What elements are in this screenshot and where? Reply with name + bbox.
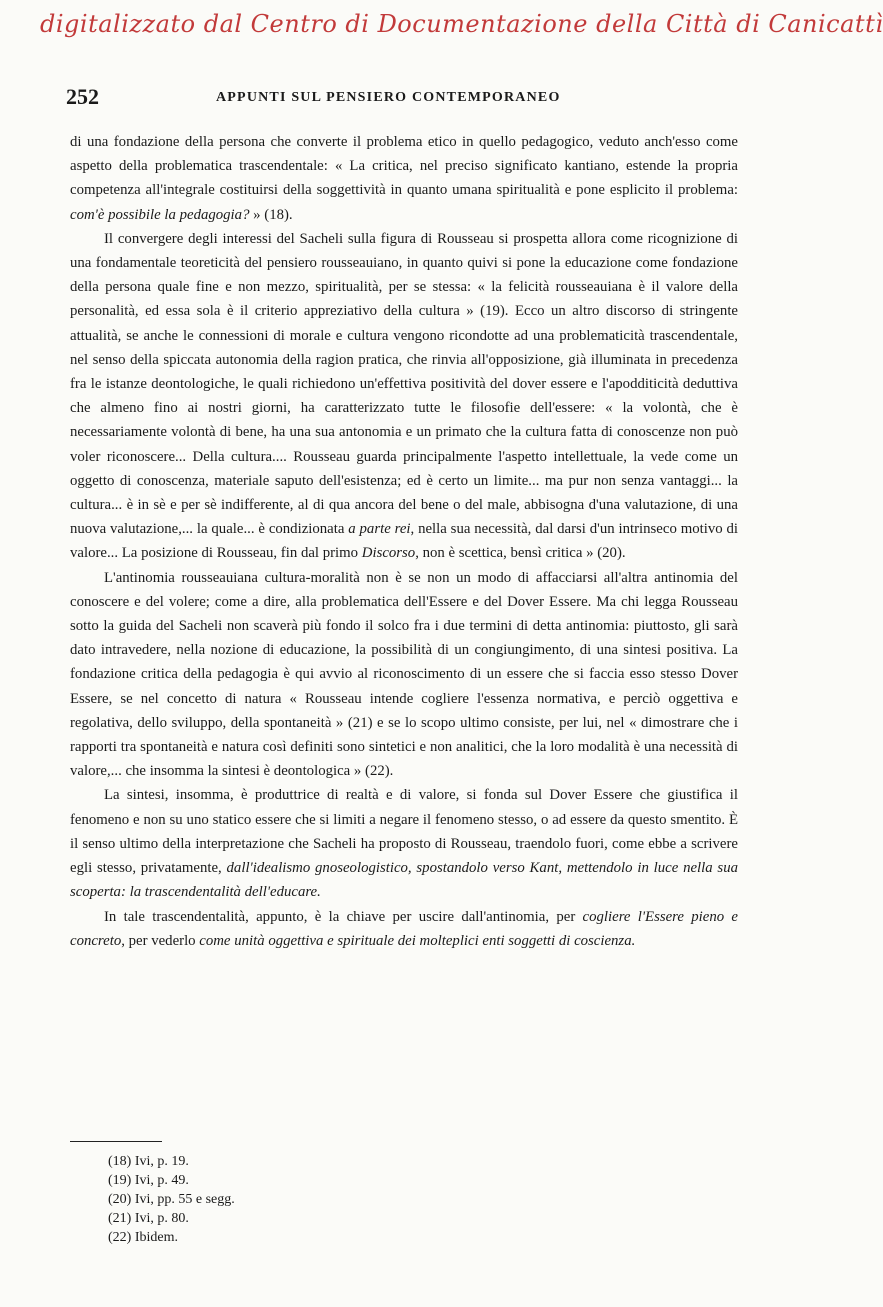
- text-run: , per vederlo: [121, 932, 200, 949]
- text-run: L'antinomia rousseauiana cultura-moralità non è se non un modo di affacciarsi all'altra antinomia del conoscere e del volere; come a dire, alla problematica dell'Essere e del Dover Essere. Ma chi legga Rousseau sotto la guida del Sacheli non scaverà più fondo il solco fra i due termini di detta antinomia: piuttosto, gli sarà dato intravedere, nella nozione di educazione, la possibilità di un congiungimento, di una sintesi positiva. La fondazione critica della pedagogia è qui avvio al riconoscimento di un essere che si faccia esso stesso Dover Essere, se nel concetto di natura « Rousseau intende cogliere l'essenza normativa, e perciò oggettiva e regolativa, dello sviluppo, della spontaneità » (21) e se lo scopo ultimo consiste, per lui, nel « dimostrare che i rapporti tra spontaneità e natura così definiti sono sintetici e non analitici, che la loro modalità è una necessità di valore,... che insomma la sintesi è deontologica » (22).: [70, 569, 738, 780]
- italic-text: come unità oggettiva e spirituale dei molteplici enti soggetti di coscienza.: [199, 932, 636, 949]
- footnote-22: (22) Ibidem.: [108, 1230, 178, 1245]
- body-paragraph: [70, 783, 738, 904]
- body-paragraph: [70, 566, 738, 784]
- footnote-21: (21) Ivi, p. 80.: [108, 1211, 189, 1226]
- italic-text: Discorso: [361, 545, 416, 562]
- text-run: » (18).: [249, 206, 293, 223]
- body-text: [70, 130, 738, 953]
- text-run: In tale trascendentalità, appunto, è la chiave per uscire dall'antinomia, per: [104, 908, 583, 925]
- body-paragraph: [70, 227, 738, 566]
- body-paragraph: [70, 905, 738, 953]
- italic-text: dall'idealismo gnoseologistico, spostandolo verso Kant, mettendolo in luce nella sua scoperta: la trascendentalità dell'educare.: [70, 860, 738, 901]
- footnote-rule: [70, 1141, 162, 1142]
- italic-text: cogliere l'Essere pieno e concreto: [70, 908, 738, 949]
- body-paragraph: [70, 130, 738, 227]
- footnotes: [108, 1152, 235, 1247]
- italic-text: a parte rei: [348, 521, 411, 538]
- digitization-watermark: digitalizzato dal Centro di Documentazione della Città di Canicattì: [40, 10, 883, 38]
- text-run: , non è scettica, bensì critica » (20).: [415, 545, 626, 562]
- text-run: di una fondazione della persona che converte il problema etico in quello pedagogico, veduto anch'esso come aspetto della problematica trascendentale: « La critica, nel preciso significato kantiano, estende la propria competenza all'integrale costituirsi della soggettività in quanto umana spiritualità e pone esplicito il problema:: [70, 134, 738, 199]
- page-number: 252: [66, 84, 99, 109]
- footnote-19: (19) Ivi, p. 49.: [108, 1173, 189, 1188]
- text-run: , nella sua necessità, dal darsi d'un intrinseco motivo di valore... La posizione di Rousseau, fin dal primo: [70, 521, 738, 562]
- footnote-20: (20) Ivi, pp. 55 e segg.: [108, 1192, 235, 1207]
- footnote-18: (18) Ivi, p. 19.: [108, 1154, 189, 1169]
- text-run: Il convergere degli interessi del Sacheli sulla figura di Rousseau si prospetta allora come ricognizione di una fondamentale teoreticità del pensiero rousseauiano, in quanto quivi si pone la educazione come fondazione della persona quale fine e non mezzo, spiritualità, per se stessa: « la felicità rousseauiana è il valore della personalità, ed essa sola è il criterio appreziativo della cultura » (19). Ecco un altro discorso di stringente attualità, se anche le connessioni di morale e cultura vengono ricondotte ad una problematicità trascendentale, nel senso della spiccata autonomia della ragion pratica, che rinvia all'opposizione, già illuminata in precedenza fra le istanze deontologiche, le quali richiedono un'effettiva positività del dover essere e l'apodditicità deduttiva che almeno fino ai nostri giorni, ha caratterizzato tutte le filosofie dell'essere: « la volontà, che è necessariamente volontà di bene, ha una sua antonomia e un primato che la cultura fatta di conoscenze non può voler riconoscere... Della cultura.... Rousseau guarda principalmente l'aspetto intellettuale, la vede come un oggetto di conoscenza, materiale saputo dell'esistenza; ed è certo un limite... ma pur non senza vantaggi... la cultura... è in sè e per sè indifferente, al di qua ancora del bene o del male, abbisogna d'una valutazione, di una nuova valutazione,... la quale... è condizionata: [70, 230, 738, 538]
- text-run: La sintesi, insomma, è produttrice di realtà e di valore, si fonda sul Dover Essere che giustifica il fenomeno e non su uno statico essere che si limiti a negare il fenomeno stesso, o ad essere da questo smentito. È il senso ultimo della interpretazione che Sacheli ha proposto di Rousseau, traendolo fuori, come ebbe a scrivere egli stesso, privatamente,: [70, 787, 738, 877]
- running-head: APPUNTI SUL PENSIERO CONTEMPORANEO: [216, 90, 561, 105]
- italic-text: com'è possibile la pedagogia?: [70, 206, 250, 223]
- page-header: [66, 84, 740, 112]
